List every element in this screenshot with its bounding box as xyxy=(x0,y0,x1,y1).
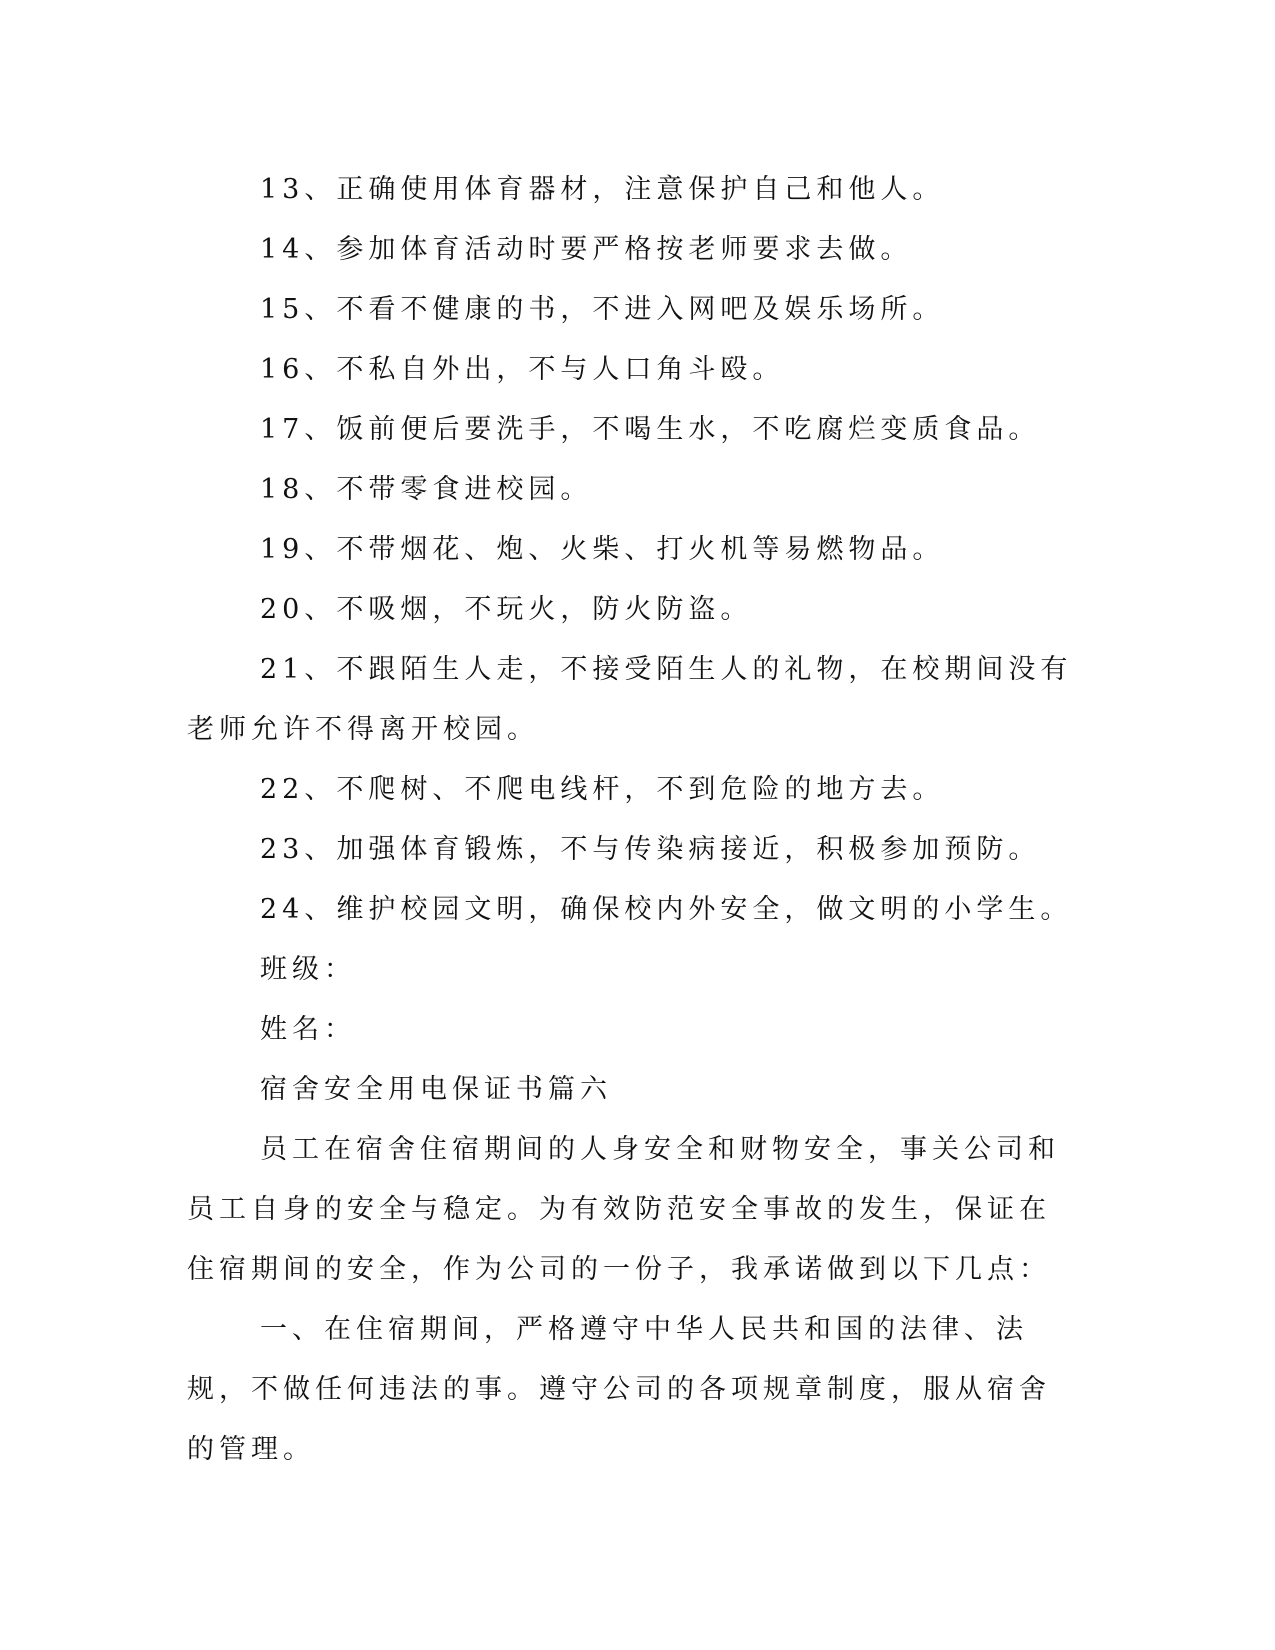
intro-paragraph: 员工在宿舍住宿期间的人身安全和财物安全，事关公司和员工自身的安全与稳定。为有效防范安全事故的发生，保证在住宿期间的安全，作为公司的一份子，我承诺做到以下几点： xyxy=(187,1134,1060,1285)
rule-22: 22、不爬树、不爬电线杆，不到危险的地方去。 xyxy=(260,774,945,805)
rule-20: 20、不吸烟，不玩火，防火防盗。 xyxy=(260,594,753,625)
rule-19: 19、不带烟花、炮、火柴、打火机等易燃物品。 xyxy=(260,534,945,565)
rule-17: 17、饭前便后要洗手，不喝生水，不吃腐烂变质食品。 xyxy=(260,414,1041,445)
rule-21: 21、不跟陌生人走，不接受陌生人的礼物，在校期间没有老师允许不得离开校园。 xyxy=(187,654,1073,745)
section-heading: 宿舍安全用电保证书篇六 xyxy=(260,1074,612,1105)
rule-14: 14、参加体育活动时要严格按老师要求去做。 xyxy=(260,234,913,265)
rule-13: 13、正确使用体育器材，注意保护自己和他人。 xyxy=(260,174,945,205)
rule-23: 23、加强体育锻炼，不与传染病接近，积极参加预防。 xyxy=(260,834,1041,865)
commitment-item-1: 一、在住宿期间，严格遵守中华人民共和国的法律、法规，不做任何违法的事。遵守公司的各项规章制度，服从宿舍的管理。 xyxy=(187,1314,1051,1465)
rule-15: 15、不看不健康的书，不进入网吧及娱乐场所。 xyxy=(260,294,945,325)
rule-16: 16、不私自外出，不与人口角斗殴。 xyxy=(260,354,785,385)
class-field-label: 班级： xyxy=(260,954,356,985)
rule-24: 24、维护校园文明，确保校内外安全，做文明的小学生。 xyxy=(260,894,1073,925)
rule-18: 18、不带零食进校园。 xyxy=(260,474,593,505)
name-field-label: 姓名： xyxy=(260,1014,356,1045)
document-body xyxy=(187,160,1082,1480)
